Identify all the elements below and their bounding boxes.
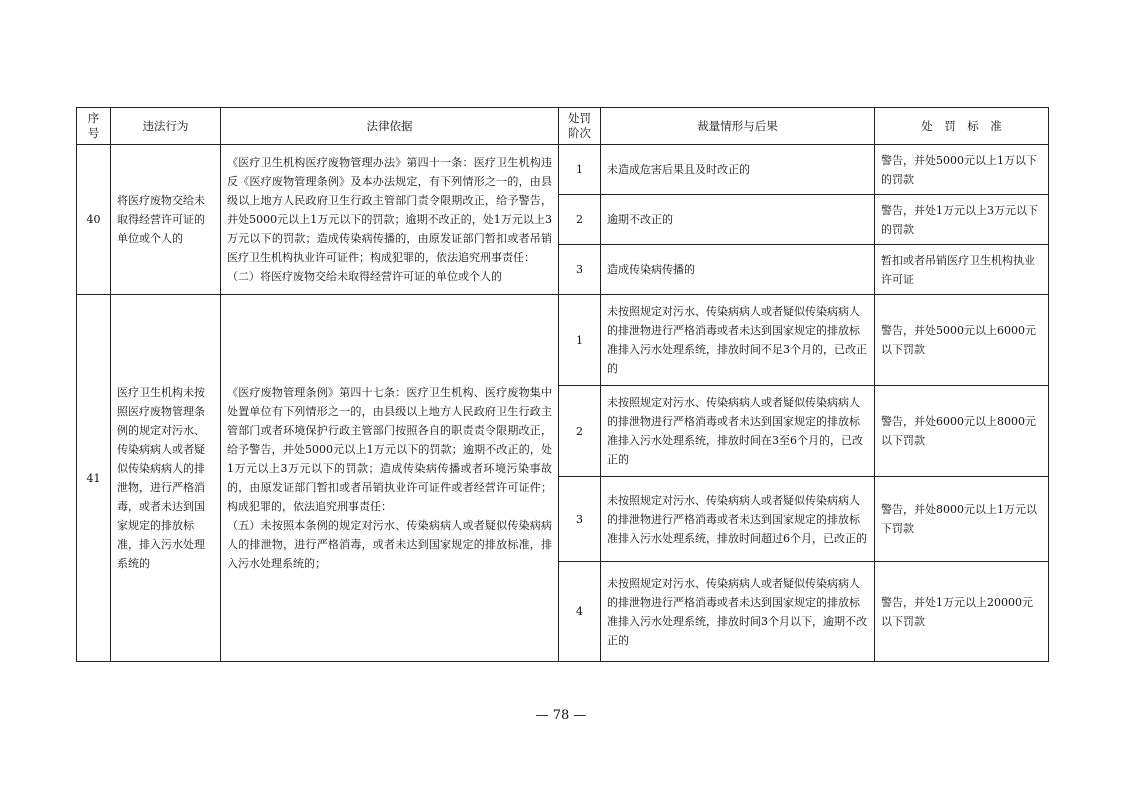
row-standard: 警告，并处5000元以上1万以下的罚款 [875,145,1049,195]
header-level: 处罚 阶次 [559,108,601,145]
page-number: — 78 — [535,708,587,723]
table-header-row [77,108,1049,145]
row-level: 1 [559,295,601,386]
row-standard: 警告，并处8000元以上1万元以下罚款 [875,477,1049,562]
row-circumstance: 未按照规定对污水、传染病病人或者疑似传染病病人的排泄物进行严格消毒或者未达到国家规定的排放标准排入污水处理系统，排放时间在3至6个月的，已改正的 [601,386,875,477]
row-seq: 41 [77,295,111,662]
table-row [77,145,1049,195]
row-standard: 警告，并处1万元以上20000元以下罚款 [875,562,1049,662]
row-circumstance: 未按照规定对污水、传染病病人或者疑似传染病病人的排泄物进行严格消毒或者未达到国家规定的排放标准排入污水处理系统，排放时间3个月以下，逾期不改正的 [601,562,875,662]
row-level: 3 [559,245,601,295]
row-standard: 暂扣或者吊销医疗卫生机构执业许可证 [875,245,1049,295]
row-legal-basis: 《医疗卫生机构医疗废物管理办法》第四十一条：医疗卫生机构违反《医疗废物管理条例》及本办法规定，有下列情形之一的，由县级以上地方人民政府卫生行政主管部门责令限期改正，给予警告，并处5000元以上1万元以下的罚款；逾期不改正的，处1万元以上3万元以下的罚款；造成传染病传播的，由原发证部门暂扣或者吊销医疗卫生机构执业许可证件；构成犯罪的，依法追究刑事责任： （二）将医疗废物交给未取得经营许可证的单位或个人的 [221,145,559,295]
header-standard: 处 罚 标 准 [875,108,1049,145]
table-row [77,295,1049,386]
row-circumstance: 未按照规定对污水、传染病病人或者疑似传染病病人的排泄物进行严格消毒或者未达到国家规定的排放标准排入污水处理系统，排放时间不足3个月的，已改正的 [601,295,875,386]
row-violation: 医疗卫生机构未按照医疗废物管理条例的规定对污水、传染病病人或者疑似传染病病人的排泄物，进行严格消毒，或者未达到国家规定的排放标准，排入污水处理系统的 [111,295,221,662]
row-circumstance: 造成传染病传播的 [601,245,875,295]
row-legal-basis: 《医疗废物管理条例》第四十七条：医疗卫生机构、医疗废物集中处置单位有下列情形之一的，由县级以上地方人民政府卫生行政主管部门或者环境保护行政主管部门按照各自的职责责令限期改正，给予警告，并处5000元以上1万元以下的罚款；逾期不改正的，处1万元以上3万元以下的罚款；造成传染病传播或者环境污染事故的，由原发证部门暂扣或者吊销执业许可证件或者经营许可证件；构成犯罪的，依法追究刑事责任： （五）未按照本条例的规定对污水、传染病病人或者疑似传染病病人的排泄物，进行严格消毒，或者未达到国家规定的排放标准，排入污水处理系统的； [221,295,559,662]
row-level: 2 [559,386,601,477]
header-circumstance: 裁量情形与后果 [601,108,875,145]
row-level: 2 [559,195,601,245]
row-seq: 40 [77,145,111,295]
row-violation: 将医疗废物交给未取得经营许可证的单位或个人的 [111,145,221,295]
row-level: 3 [559,477,601,562]
row-level: 1 [559,145,601,195]
header-violation: 违法行为 [111,108,221,145]
row-circumstance: 逾期不改正的 [601,195,875,245]
header-basis: 法律依据 [221,108,559,145]
row-level: 4 [559,562,601,662]
row-circumstance: 未造成危害后果且及时改正的 [601,145,875,195]
row-standard: 警告，并处1万元以上3万元以下的罚款 [875,195,1049,245]
header-seq: 序 号 [77,108,111,145]
row-standard: 警告，并处5000元以上6000元以下罚款 [875,295,1049,386]
penalty-table [76,107,1049,662]
row-standard: 警告，并处6000元以上8000元以下罚款 [875,386,1049,477]
row-circumstance: 未按照规定对污水、传染病病人或者疑似传染病病人的排泄物进行严格消毒或者未达到国家规定的排放标准排入污水处理系统，排放时间超过6个月，已改正的 [601,477,875,562]
